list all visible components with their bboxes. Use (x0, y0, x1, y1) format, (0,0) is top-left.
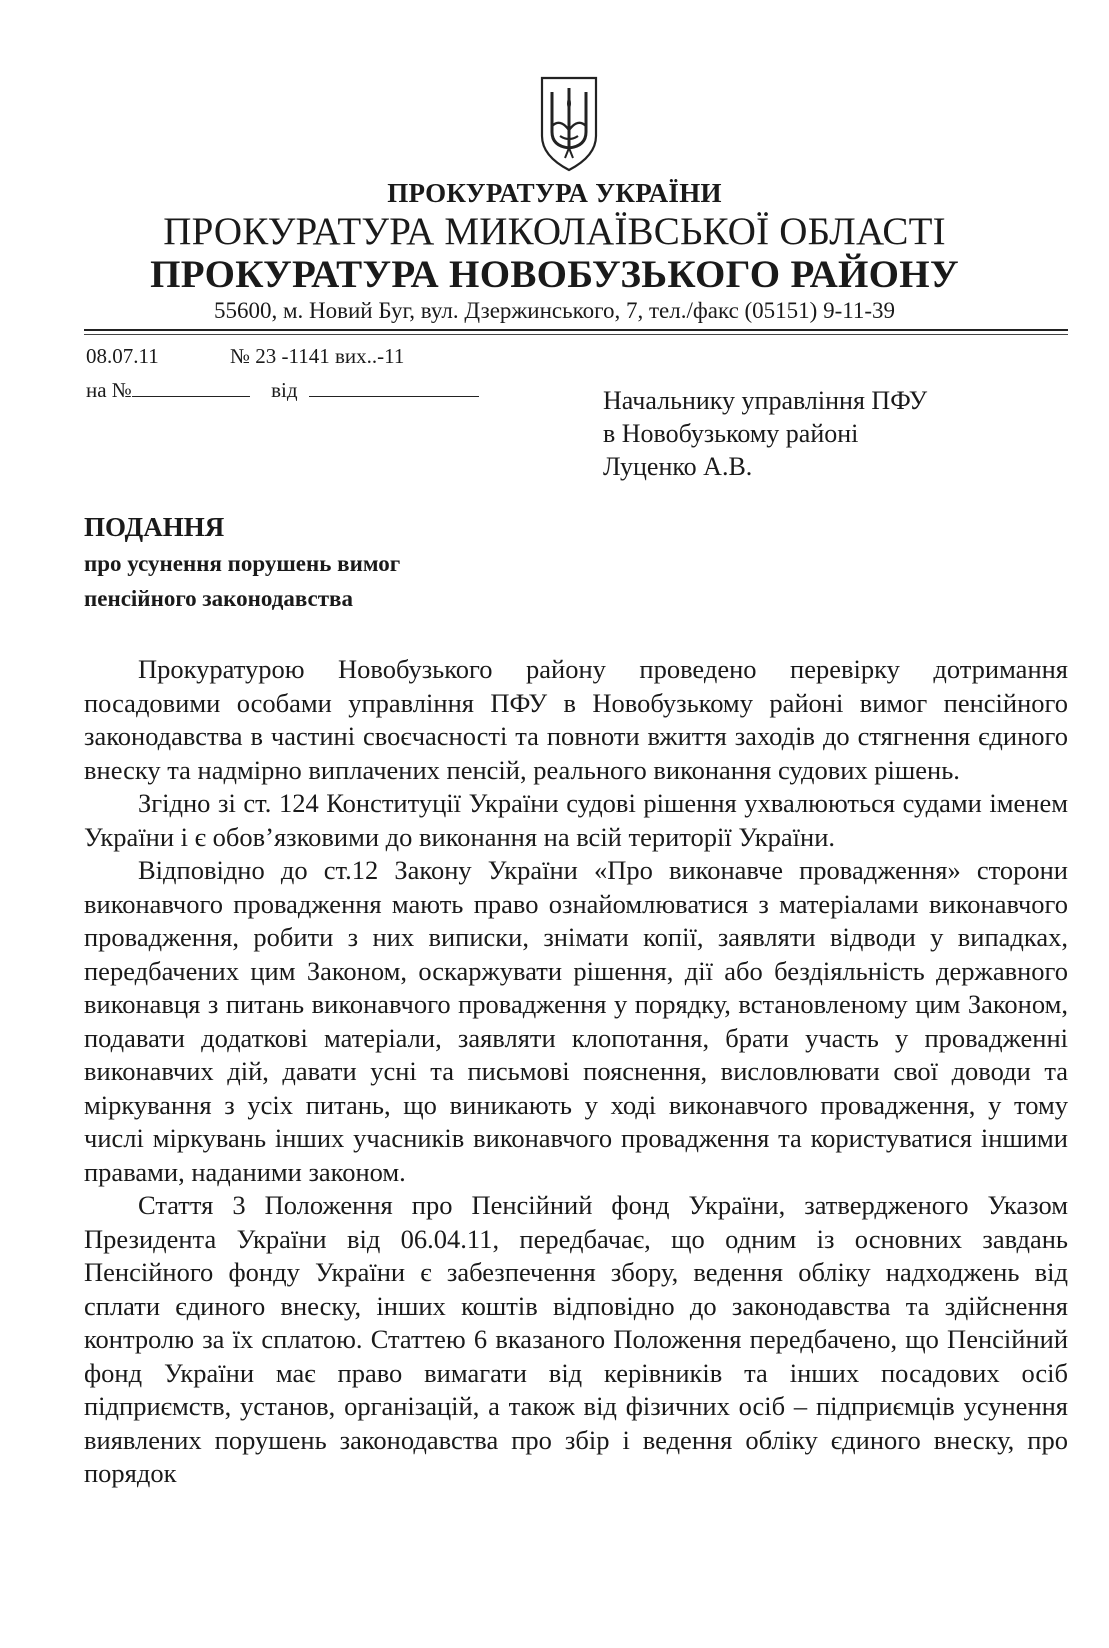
header-divider (84, 329, 1068, 331)
header-oblast-prosecutor: ПРОКУРАТУРА МИКОЛАЇВСЬКОЇ ОБЛАСТІ (163, 210, 946, 253)
recipient-block (603, 384, 927, 483)
letter-number: № 23 -1141 вих..-11 (230, 344, 405, 368)
letter-date: 08.07.11 (86, 344, 159, 368)
body-paragraph: Згідно зі ст. 124 Конституції України судові рішення ухвалюються судами іменем України і є обов’язковими до виконання на всій території України. (84, 788, 1068, 852)
document-title: ПОДАННЯ (84, 512, 225, 542)
header-ukraine-prosecutor: ПРОКУРАТУРА УКРАЇНИ (387, 178, 722, 208)
header-divider-thin (84, 334, 1068, 335)
document-subtitle-line2: пенсійного законодавства (84, 586, 353, 611)
trident-emblem-icon (538, 74, 600, 174)
recipient-line: Начальнику управління ПФУ (603, 386, 928, 415)
body-paragraph: Прокуратурою Новобузького району проведено перевірку дотримання посадовими особами управління ПФУ в Новобузькому районі вимог пенсійного законодавства в частині своєчасності та повноти вжиття заходів до стягнення єдиного внеску та надмірно виплачених пенсій, реального виконання судових рішень. (84, 654, 1068, 785)
reference-number-label: на № (86, 378, 132, 402)
recipient-line: Луценко А.В. (603, 452, 753, 481)
reference-date-blank (309, 378, 479, 397)
document-subtitle-line1: про усунення порушень вимог (84, 551, 401, 576)
header-district-prosecutor: ПРОКУРАТУРА НОВОБУЗЬКОГО РАЙОНУ (150, 253, 959, 296)
document-body (84, 653, 1068, 1491)
reference-date-label: від (271, 378, 298, 402)
reference-line (86, 378, 479, 403)
body-paragraph: Відповідно до ст.12 Закону України «Про виконавче провадження» сторони виконавчого провадження мають право ознайомлюватися з матеріалами виконавчого провадження, робити з них виписки, знімати копії, заявляти відводи у випадках, передбачених цим Законом, оскаржувати рішення, дії або бездіяльність державного виконавця з питань виконавчого провадження у порядку, встановленому цим Законом, подавати додаткові матеріали, заявляти клопотання, брати участь у провадженні виконавчих дій, давати усні та письмові пояснення, висловлювати свої доводи та міркування з усіх питань, що виникають у ході виконавчого провадження, у тому числі міркувань інших учасників виконавчого провадження та користуватися іншими правами, наданими законом. (84, 855, 1068, 1187)
header-address: 55600, м. Новий Буг, вул. Дзержинського, 7, тел./факс (05151) 9-11-39 (213, 298, 896, 323)
recipient-line: в Новобузькому районі (603, 419, 859, 448)
body-paragraph: Стаття 3 Положення про Пенсійний фонд України, затвердженого Указом Президента України від 06.04.11, передбачає, що одним із основних завдань Пенсійного фонду України є забезпечення збору, ведення обліку надходжень від сплати єдиного внеску, інших коштів відповідно до законодавства та здійснення контролю за їх сплатою. Статтею 6 вказаного Положення передбачено, що Пенсійний фонд України має право вимагати від керівників та інших посадових осіб підприємств, установ, організацій, а також від фізичних осіб – підприємців усунення виявлених порушень законодавства про збір і ведення обліку єдиного внеску, про порядок (84, 1190, 1068, 1488)
reference-number-blank (132, 378, 250, 397)
